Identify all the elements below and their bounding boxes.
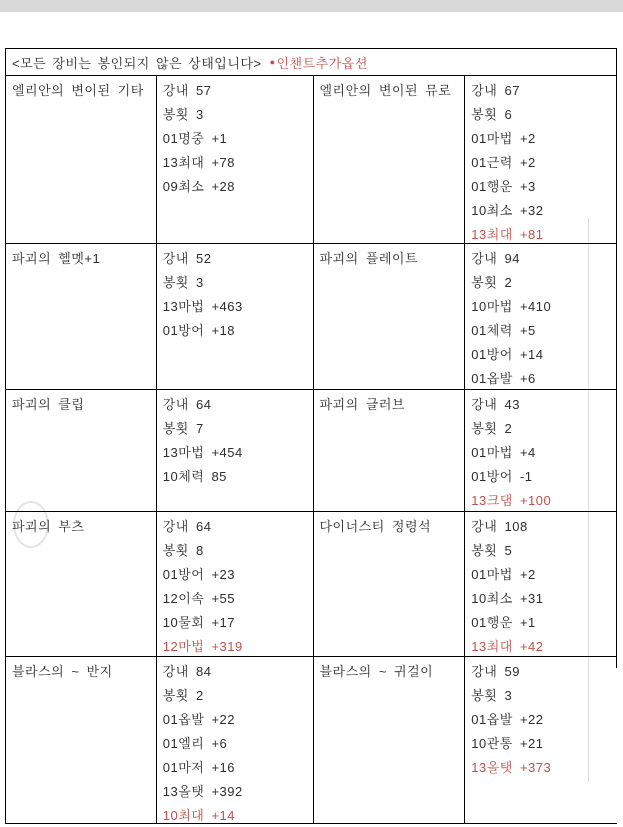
stat-line: 13최대 +81 xyxy=(471,227,544,242)
item-name-cell xyxy=(314,244,466,389)
stat-line: 12이속 +55 xyxy=(162,591,235,606)
item-stats-cell xyxy=(465,244,617,389)
item-stats-cell xyxy=(465,390,617,511)
item-name-cell xyxy=(314,512,466,656)
item-stats-cell xyxy=(157,657,314,823)
stat-line: 봉횟 7 xyxy=(162,421,204,436)
stat-line: 01방어 +14 xyxy=(471,347,544,362)
item-name-cell xyxy=(6,244,157,389)
table-body xyxy=(6,76,617,823)
stat-line: 봉횟 2 xyxy=(471,275,513,290)
stat-line: 13마법 +454 xyxy=(162,445,243,460)
stat-line: 강내 52 xyxy=(162,251,212,266)
item-name: 파괴의 플레이트 xyxy=(319,251,419,266)
stat-line: 봉횟 5 xyxy=(471,543,513,558)
stat-line: 01마법 +2 xyxy=(471,567,536,582)
table-row xyxy=(6,76,617,244)
stat-line: 강내 43 xyxy=(471,397,520,412)
stat-line: 01방어 +23 xyxy=(162,567,235,582)
item-name: 블라스의 ~ 귀걸이 xyxy=(319,664,434,679)
stat-line: 13최대 +78 xyxy=(162,155,235,170)
stat-line: 13올탯 +392 xyxy=(162,784,243,799)
item-stats-cell xyxy=(157,244,314,389)
table-row xyxy=(6,244,617,390)
item-name: 엘리안의 변이된 뮤로 xyxy=(319,83,452,98)
item-name-cell xyxy=(314,76,466,243)
stat-line: 강내 84 xyxy=(162,664,212,679)
item-name-cell xyxy=(6,76,157,243)
item-stats-cell xyxy=(157,512,314,656)
stat-line: 01근력 +2 xyxy=(471,155,536,170)
stat-line: 봉횟 3 xyxy=(471,688,513,703)
stat-line: 01방어 +18 xyxy=(162,323,235,338)
stat-line: 10최소 +31 xyxy=(471,591,544,606)
stat-line: 13크댐 +100 xyxy=(471,493,552,508)
stat-line: 13최대 +42 xyxy=(471,639,544,654)
table-header-row xyxy=(6,49,617,76)
stat-line: 10최소 +32 xyxy=(471,203,544,218)
stat-line: 봉횟 8 xyxy=(162,543,204,558)
stat-line: 10관통 +21 xyxy=(471,736,544,751)
stat-line: 01옵발 +22 xyxy=(162,712,235,727)
stat-line: 강내 57 xyxy=(162,83,212,98)
item-stats-cell xyxy=(157,390,314,511)
stat-line: 강내 64 xyxy=(162,519,212,534)
item-name: 엘리안의 변이된 기타 xyxy=(12,83,144,98)
stat-line: 01마법 +2 xyxy=(471,131,536,146)
table-row xyxy=(6,390,617,512)
item-stats-cell xyxy=(465,76,617,243)
item-stats-cell xyxy=(157,76,314,243)
item-name-cell xyxy=(6,512,157,656)
stat-line: 봉횟 2 xyxy=(471,421,513,436)
item-name-cell xyxy=(314,390,466,511)
stat-line: 13마법 +463 xyxy=(162,299,243,314)
item-stats-cell xyxy=(465,657,617,823)
stat-line: 01옵발 +6 xyxy=(471,371,536,386)
stat-line: 01엘리 +6 xyxy=(162,736,228,751)
item-name-cell xyxy=(6,657,157,823)
item-name: 블라스의 ~ 반지 xyxy=(12,664,113,679)
stat-line: 10물회 +17 xyxy=(162,615,235,630)
item-name: 다이너스티 정령석 xyxy=(319,519,432,534)
stat-line: 01방어 -1 xyxy=(471,469,533,484)
top-gray-bar xyxy=(0,0,623,12)
notice-text: <모든 장비는 봉인되지 않은 상태입니다> xyxy=(12,55,262,71)
table-row xyxy=(6,512,617,657)
item-name: 파괴의 부츠 xyxy=(12,519,85,534)
stat-line: 강내 67 xyxy=(471,83,520,98)
item-name: 파괴의 클립 xyxy=(12,397,85,412)
stat-line: 13올탯 +373 xyxy=(471,760,552,775)
stat-line: 강내 64 xyxy=(162,397,212,412)
enchant-bullet-icon: ● xyxy=(269,57,276,67)
item-stats-cell xyxy=(465,512,617,656)
stat-line: 09최소 +28 xyxy=(162,179,235,194)
stat-line: 강내 59 xyxy=(471,664,520,679)
table-row xyxy=(6,657,617,823)
stat-line: 01마법 +4 xyxy=(471,445,536,460)
table-right-border xyxy=(616,48,617,668)
item-table xyxy=(5,48,617,824)
stat-line: 강내 94 xyxy=(471,251,520,266)
enchant-option-label: 인챈트추가옵션 xyxy=(276,55,368,71)
stat-line: 01마저 +16 xyxy=(162,760,235,775)
item-name: 파괴의 헬멧+1 xyxy=(12,251,101,266)
item-name-cell xyxy=(314,657,466,823)
stat-line: 10체력 85 xyxy=(162,469,227,484)
stat-line: 봉횟 2 xyxy=(162,688,204,703)
stat-line: 10마법 +410 xyxy=(471,299,552,314)
stat-line: 봉횟 6 xyxy=(471,107,513,122)
stat-line: 01명중 +1 xyxy=(162,131,228,146)
stat-line: 강내 108 xyxy=(471,519,528,534)
item-name: 파괴의 글러브 xyxy=(319,397,405,412)
item-name-cell xyxy=(6,390,157,511)
stat-line: 01행운 +1 xyxy=(471,615,536,630)
stat-line: 01체력 +5 xyxy=(471,323,536,338)
stat-line: 12마법 +319 xyxy=(162,639,243,654)
stat-line: 01행운 +3 xyxy=(471,179,536,194)
stat-line: 10최대 +14 xyxy=(162,808,235,823)
stat-line: 봉횟 3 xyxy=(162,275,204,290)
stat-line: 봉횟 3 xyxy=(162,107,204,122)
stat-line: 01옵발 +22 xyxy=(471,712,544,727)
